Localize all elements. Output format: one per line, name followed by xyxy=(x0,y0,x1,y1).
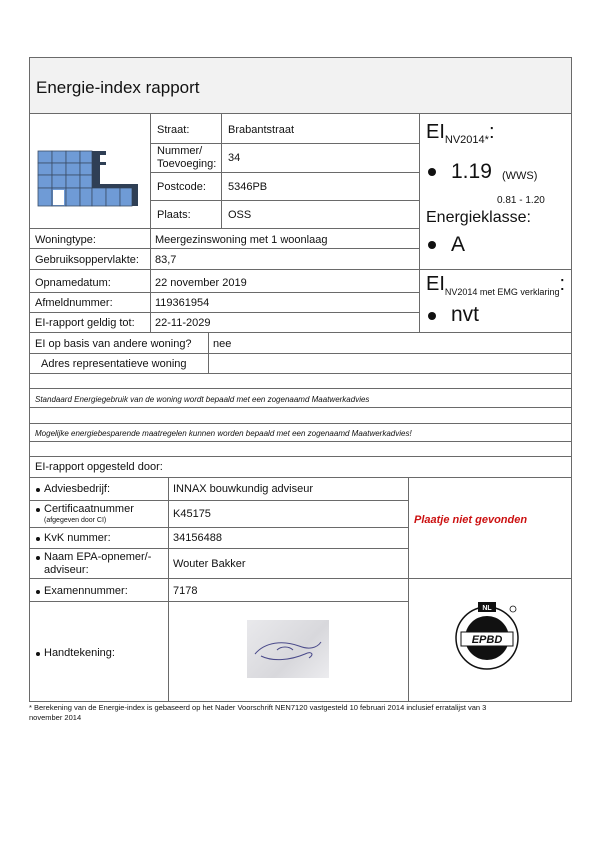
savings-measures-note: Mogelijke energiebesparende maatregelen kunnen worden bepaald met een zogenaamd Maatwerkadvies! xyxy=(35,429,412,438)
bullet xyxy=(36,556,40,560)
epbd-logo-country: NL xyxy=(482,605,492,612)
exam-label: Examennummer: xyxy=(44,585,128,597)
signature-scribble xyxy=(247,620,329,678)
kvk-label: KvK nummer: xyxy=(44,532,111,544)
advisor-label: adviseur: xyxy=(44,564,89,576)
ei-heading: $EI_{NV2014*}$: xyxy=(426,121,495,146)
valid-until-value: 22-11-2029 xyxy=(155,317,211,329)
divider xyxy=(30,312,419,313)
certificate-label: Certificaatnummer xyxy=(44,503,134,515)
ei-emg-bullet xyxy=(428,312,436,320)
number-label: Nummer/ xyxy=(157,145,203,157)
divider xyxy=(30,332,571,333)
divider xyxy=(30,601,408,602)
divider xyxy=(150,200,419,201)
divider xyxy=(419,114,420,332)
street-value: Brabantstraat xyxy=(228,124,295,136)
footnote-line-1: * Berekening van de Energie-index is gebaseerd op het Nader Voorschrift NEN7120 vastgesteld 10 februari 2014 inclusief erratalijst van 3 xyxy=(29,703,487,712)
area-value: 83,7 xyxy=(155,254,177,266)
advisor-value: Wouter Bakker xyxy=(173,558,246,570)
ei-range: 0.81 - 1.20 xyxy=(497,195,545,206)
kvk-value: 34156488 xyxy=(173,532,222,544)
representative-address-label: Adres representatieve woning xyxy=(41,358,187,370)
bullet xyxy=(36,508,40,512)
certificate-sublabel: (afgegeven door CI) xyxy=(44,517,107,524)
epbd-logo-text: EPBD xyxy=(471,634,503,646)
page-title: Energie-index rapport xyxy=(36,78,200,97)
divider xyxy=(30,477,571,478)
bullet xyxy=(36,488,40,492)
divider xyxy=(30,292,419,293)
record-number-value: 119361954 xyxy=(155,297,210,309)
company-label: Adviesbedrijf: xyxy=(44,483,111,495)
divider xyxy=(30,228,419,229)
company-value: INNAX bouwkundig adviseur xyxy=(173,483,314,495)
divider xyxy=(208,332,209,373)
divider xyxy=(221,114,222,228)
ei-emg-heading: $EI_{NV2014 met EMG verklaring}$: xyxy=(426,273,566,297)
divider xyxy=(30,353,571,354)
divider xyxy=(30,423,571,424)
date-label: Opnamedatum: xyxy=(35,277,111,289)
area-label: Gebruiksoppervlakte: xyxy=(35,254,139,266)
bullet xyxy=(36,590,40,594)
ei-value: 1.19 xyxy=(451,160,492,183)
bullet xyxy=(36,537,40,541)
footnote-line-2: november 2014 xyxy=(29,713,82,722)
other-dwelling-label: EI op basis van andere woning? xyxy=(35,338,192,350)
energy-class-label: Energieklasse: xyxy=(426,209,531,226)
divider xyxy=(150,228,151,332)
record-number-label: Afmeldnummer: xyxy=(35,297,113,309)
house-type-value: Meergezinswoning met 1 woonlaag xyxy=(155,234,328,246)
divider xyxy=(150,143,419,144)
postcode-value: 5346PB xyxy=(228,181,268,193)
divider xyxy=(30,578,571,579)
divider xyxy=(30,388,571,389)
bullet xyxy=(36,652,40,656)
certificate-value: K45175 xyxy=(173,508,211,520)
divider xyxy=(30,248,419,249)
energy-class-bullet xyxy=(428,241,436,249)
ei-emg-value: nvt xyxy=(451,303,480,326)
postcode-label: Postcode: xyxy=(157,181,206,193)
valid-until-label: EI-rapport geldig tot: xyxy=(35,317,135,329)
other-dwelling-value: nee xyxy=(213,338,232,350)
divider xyxy=(30,527,408,528)
house-type-label: Woningtype: xyxy=(35,234,96,246)
number-value: 34 xyxy=(228,152,241,164)
divider xyxy=(150,172,419,173)
divider xyxy=(30,456,571,457)
building-image xyxy=(36,148,140,210)
divider xyxy=(30,407,571,408)
divider xyxy=(30,269,571,270)
energy-class-value: A xyxy=(451,233,466,256)
epbd-logo xyxy=(452,602,522,672)
divider xyxy=(30,373,571,374)
city-label: Plaats: xyxy=(157,209,191,221)
divider xyxy=(30,441,571,442)
advisor-label: Naam EPA-opnemer/- xyxy=(44,551,152,563)
ei-unit: (WWS) xyxy=(502,170,538,182)
divider xyxy=(30,500,408,501)
city-value: OSS xyxy=(228,209,252,221)
signature-label: Handtekening: xyxy=(44,647,115,659)
ei-bullet xyxy=(428,168,436,176)
exam-value: 7178 xyxy=(173,585,198,597)
street-label: Straat: xyxy=(157,124,190,136)
divider xyxy=(168,477,169,701)
standard-usage-note: Standaard Energiegebruik van de woning wordt bepaald met een zogenaamd Maatwerkadvies xyxy=(35,395,370,404)
divider xyxy=(150,114,151,228)
date-value: 22 november 2019 xyxy=(155,277,247,289)
number-label: Toevoeging: xyxy=(157,158,217,170)
divider xyxy=(30,548,408,549)
plate-missing-notice: Plaatje niet gevonden xyxy=(414,514,528,526)
divider xyxy=(408,477,409,701)
author-header: EI-rapport opgesteld door: xyxy=(35,461,163,473)
signature-image xyxy=(247,620,329,678)
